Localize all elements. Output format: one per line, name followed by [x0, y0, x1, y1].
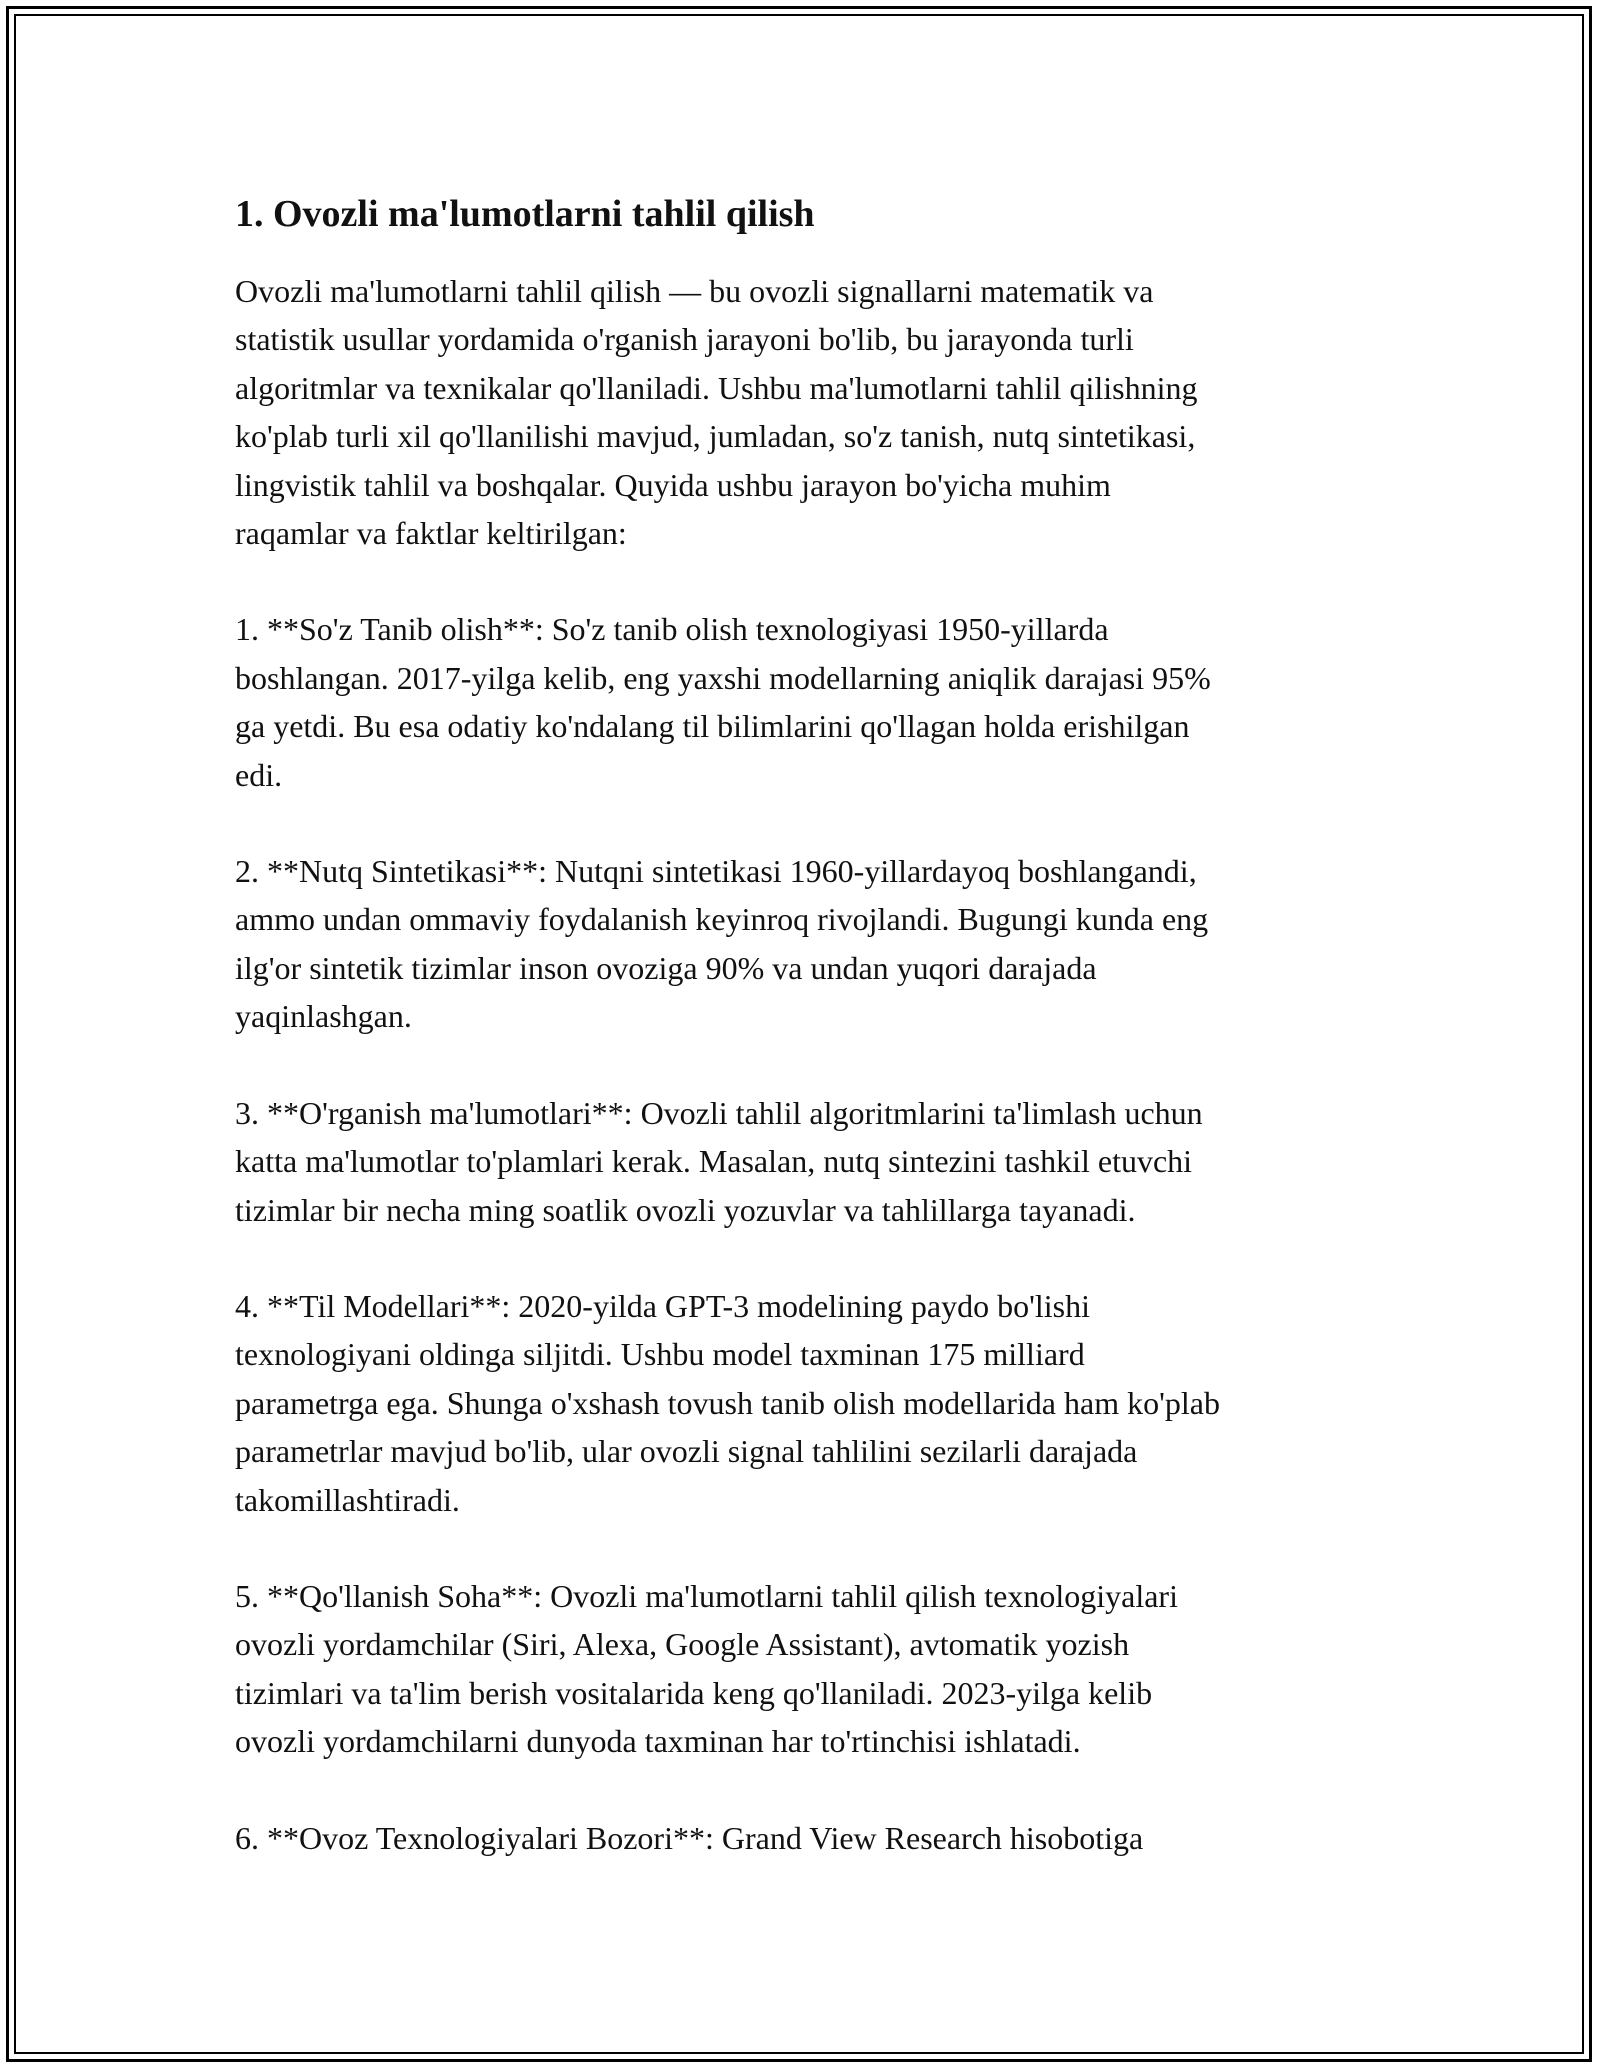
document-body: [235, 185, 1375, 1910]
list-item-voice-market: 6. **Ovoz Texnologiyalari Bozori**: Grand View Research hisobotiga: [235, 1819, 1144, 1856]
list-item-language-models: 4. **Til Modellari**: 2020-yilda GPT-3 modelining paydo bo'lishi texnologiyani oldinga siljitdi. Ushbu model taxminan 175 milliard parametrga ega. Shunga o'xshash tovush tanib olish modellarida ham ko'plab parametrlar mavjud bo'lib, ular ovozli signal tahlilini sezilarli darajada takomillashtiradi.: [235, 1287, 1220, 1518]
list-item-application-areas: 5. **Qo'llanish Soha**: Ovozli ma'lumotlarni tahlil qilish texnologiyalari ovozli yordamchilar (Siri, Alexa, Google Assistant), avtomatik yozish tizimlari va ta'lim berish vositalarida keng qo'llaniladi. 2023-yilga kelib ovozli yordamchilarni dunyoda taxminan har to'rtinchisi ishlatadi.: [235, 1577, 1178, 1760]
section-heading: 1. Ovozli ma'lumotlarni tahlil qilish: [235, 193, 815, 235]
list-item-training-data: 3. **O'rganish ma'lumotlari**: Ovozli tahlil algoritmlarini ta'limlash uchun katta ma'lumotlar to'plamlari kerak. Masalan, nutq sintezini tashkil etuvchi tizimlar bir necha ming soatlik ovozli yozuvlar va tahlillarga tayanadi.: [235, 1094, 1203, 1228]
intro-paragraph: Ovozli ma'lumotlarni tahlil qilish — bu ovozli signallarni matematik va statistik usullar yordamida o'rganish jarayoni bo'lib, bu jarayonda turli algoritmlar va texnikalar qo'llaniladi. Ushbu ma'lumotlarni tahlil qilishning ko'plab turli xil qo'llanilishi mavjud, jumladan, so'z tanish, nutq sintetikasi, lingvistik tahlil va boshqalar. Quyida ushbu jarayon bo'yicha muhim raqamlar va faktlar keltirilgan:: [235, 273, 1198, 552]
list-item-word-recognition: 1. **So'z Tanib olish**: So'z tanib olish texnologiyasi 1950-yillarda boshlangan. 2017-yilga kelib, eng yaxshi modellarning aniqlik darajasi 95% ga yetdi. Bu esa odatiy ko'ndalang til bilimlarini qo'llagan holda erishilgan edi.: [235, 611, 1211, 793]
list-item-speech-synthesis: 2. **Nutq Sintetikasi**: Nutqni sintetikasi 1960-yillardayoq boshlangandi, ammo undan ommaviy foydalanish keyinroq rivojlandi. Bugungi kunda eng ilg'or sintetik tizimlar inson ovoziga 90% va undan yuqori darajada yaqinlashgan.: [235, 853, 1209, 1035]
